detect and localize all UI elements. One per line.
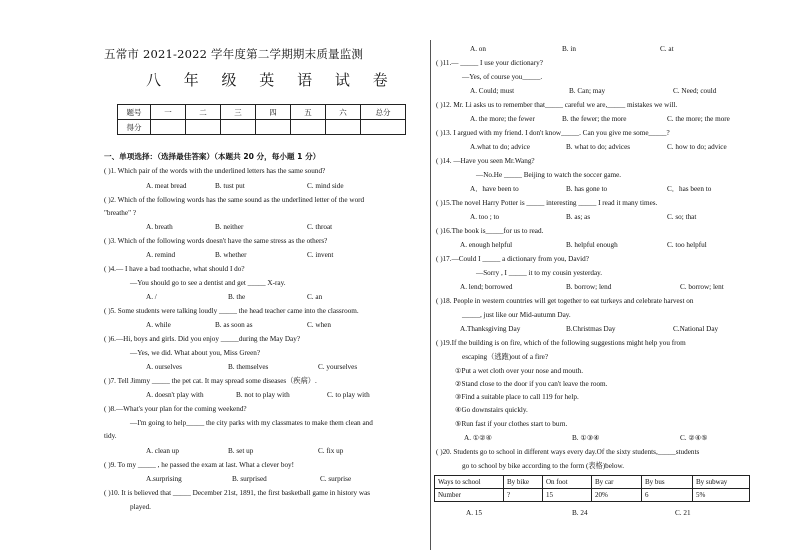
- question-2-cont: "breathe" ?: [104, 209, 137, 217]
- option-b[interactable]: B.Christmas Day: [566, 325, 616, 333]
- question-20-cont: go to school by bike according to the form (表格)below.: [462, 462, 625, 470]
- question-7: ( )7. Tell Jimmy _____ the pet cat. It may spread some diseases（疾病）.: [104, 377, 317, 385]
- option-c[interactable]: C. the more; the more: [667, 115, 730, 123]
- option-c[interactable]: C. ②④⑤: [680, 434, 708, 442]
- option-a[interactable]: A. on: [470, 45, 486, 53]
- option-a[interactable]: A. doesn't play with: [146, 391, 204, 399]
- question-18-cont: _____, just like our Mid-autumn Day.: [462, 311, 571, 319]
- survey-cell: 6: [642, 489, 693, 502]
- option-c[interactable]: C. invent: [307, 251, 334, 259]
- option-b[interactable]: B. the: [228, 293, 246, 301]
- score-header-cell: 题号: [118, 105, 151, 120]
- question-16: ( )16.The book is_____for us to read.: [436, 227, 544, 235]
- option-a[interactable]: A. /: [146, 293, 157, 301]
- score-input-cell[interactable]: [256, 120, 291, 135]
- option-a[interactable]: A. too ; to: [470, 213, 500, 221]
- question-5: ( )5. Some students were talking loudly _____ the head teacher came into the classroom.: [104, 307, 359, 315]
- score-header-cell: 三: [221, 105, 256, 120]
- survey-cell: 5%: [693, 489, 750, 502]
- option-a[interactable]: A. ①②④: [464, 434, 493, 442]
- option-c[interactable]: C. 21: [675, 509, 691, 517]
- option-a[interactable]: A. remind: [146, 251, 176, 259]
- option-b[interactable]: B. neither: [215, 223, 244, 231]
- survey-header-cell: By car: [592, 476, 642, 489]
- question-4-cont: —You should go to see a dentist and get _____ X-ray.: [130, 279, 286, 287]
- option-b[interactable]: B. the fewer; the more: [562, 115, 627, 123]
- question-14: ( )14. —Have you seen Mr.Wang?: [436, 157, 535, 165]
- survey-cell: 15: [543, 489, 592, 502]
- option-c[interactable]: C. an: [307, 293, 323, 301]
- option-c[interactable]: C. to play with: [327, 391, 370, 399]
- survey-table: [434, 475, 750, 502]
- option-b[interactable]: B. borrow; lend: [566, 283, 612, 291]
- option-b[interactable]: B. what to do; advices: [566, 143, 631, 151]
- option-a[interactable]: A. breath: [146, 223, 173, 231]
- option-c[interactable]: C.National Day: [673, 325, 719, 333]
- survey-header-cell: By bike: [504, 476, 543, 489]
- option-a[interactable]: A. meat bread: [146, 182, 187, 190]
- option-c[interactable]: C. so; that: [667, 213, 697, 221]
- survey-cell: ?: [504, 489, 543, 502]
- score-header-cell: 一: [151, 105, 186, 120]
- survey-cell: Number: [435, 489, 504, 502]
- question-6-cont: —Yes, we did. What about you, Miss Green?: [130, 349, 261, 357]
- paper-title: 八 年 级 英 语 试 卷: [146, 71, 397, 89]
- score-header-cell: 总分: [361, 105, 406, 120]
- question-15: ( )15.The novel Harry Potter is _____ interesting _____ I read it many times.: [436, 199, 658, 207]
- suggestion-item: ①Put a wet cloth over your nose and mouth.: [455, 367, 584, 375]
- question-8-cont2: tidy.: [104, 432, 117, 440]
- option-a[interactable]: A. Could; must: [470, 87, 515, 95]
- question-17: ( )17.—Could I _____ a dictionary from you, David?: [436, 255, 589, 263]
- school-title: 五常市 2021-2022 学年度第二学期期末质量监测: [104, 47, 364, 61]
- option-c[interactable]: C. too helpful: [667, 241, 707, 249]
- option-b[interactable]: B. themselves: [228, 363, 269, 371]
- section-title: 一、单项选择：（选择最佳答案）（本题共 20 分，每小题 1 分）: [104, 152, 321, 161]
- question-12: ( )12. Mr. Li asks us to remember that_____ careful we are,_____ mistakes we will.: [436, 101, 678, 109]
- option-c[interactable]: C．has been to: [667, 185, 712, 193]
- option-b[interactable]: B. Can; may: [569, 87, 606, 95]
- question-1: ( )1. Which pair of the words with the underlined letters has the same sound?: [104, 167, 326, 175]
- score-input-cell[interactable]: [291, 120, 326, 135]
- option-b[interactable]: B. helpful enough: [566, 241, 618, 249]
- score-header-cell: 二: [186, 105, 221, 120]
- option-a[interactable]: A. enough helpful: [460, 241, 513, 249]
- option-a[interactable]: A. the more; the fewer: [470, 115, 535, 123]
- score-table: [117, 104, 406, 135]
- survey-header-cell: By subway: [693, 476, 750, 489]
- option-c[interactable]: C. when: [307, 321, 331, 329]
- question-10-cont: played.: [130, 503, 151, 511]
- option-c[interactable]: C. Need; could: [673, 87, 717, 95]
- option-a[interactable]: A. lend; borrowed: [460, 283, 513, 291]
- option-b[interactable]: B. as; as: [566, 213, 591, 221]
- option-c[interactable]: C. surprise: [320, 475, 352, 483]
- option-b[interactable]: B. as soon as: [215, 321, 253, 329]
- suggestion-item: ②Stand close to the door if you can't leave the room.: [455, 380, 608, 388]
- question-13: ( )13. I argued with my friend. I don't know_____. Can you give me some_____?: [436, 129, 670, 137]
- question-17-cont: —Sorry , I _____ it to my cousin yesterday.: [476, 269, 603, 277]
- option-a[interactable]: A. ourselves: [146, 363, 182, 371]
- question-19: ( )19.If the building is on fire, which of the following suggestions might help you from: [436, 339, 686, 347]
- question-11: ( )11.— _____ I use your dictionary?: [436, 59, 543, 67]
- survey-header-row: [435, 476, 750, 489]
- option-b[interactable]: B. surprised: [232, 475, 267, 483]
- option-b[interactable]: B. ①③④: [572, 434, 600, 442]
- suggestion-item: ④Go downstairs quickly.: [455, 406, 528, 414]
- question-20: ( )20. Students go to school in different ways every day.Of the sixty students,_____students: [436, 448, 700, 456]
- score-header-cell: 六: [326, 105, 361, 120]
- option-a[interactable]: A．have been to: [470, 185, 519, 193]
- option-a[interactable]: A. 15: [466, 509, 482, 517]
- survey-header-cell: Ways to school: [435, 476, 504, 489]
- option-b[interactable]: B. not to play with: [236, 391, 290, 399]
- option-c[interactable]: C. borrow; lent: [680, 283, 724, 291]
- option-c[interactable]: C. yourselves: [318, 363, 358, 371]
- survey-data-row: [435, 489, 750, 502]
- question-6: ( )6.—Hi, boys and girls. Did you enjoy _____during the May Day?: [104, 335, 301, 343]
- score-input-cell[interactable]: [221, 120, 256, 135]
- question-8-cont: —I'm going to help_____ the city parks with my classmates to make them clean and: [130, 419, 373, 427]
- survey-header-cell: On foot: [543, 476, 592, 489]
- option-b[interactable]: B. has gone to: [566, 185, 608, 193]
- option-c[interactable]: C. throat: [307, 223, 333, 231]
- question-3: ( )3. Which of the following words doesn't have the same stress as the others?: [104, 237, 328, 245]
- option-b[interactable]: B. whether: [215, 251, 247, 259]
- suggestion-item: ③Find a suitable place to call 119 for help.: [455, 393, 579, 401]
- question-18: ( )18. People in western countries will get together to eat turkeys and celebrate harvest on: [436, 297, 694, 305]
- question-11-cont: —Yes, of course you_____.: [462, 73, 543, 81]
- option-b[interactable]: B. 24: [572, 509, 588, 517]
- option-c[interactable]: C. at: [660, 45, 674, 53]
- column-divider: [430, 40, 431, 550]
- score-header-cell: 四: [256, 105, 291, 120]
- survey-cell: 20%: [592, 489, 642, 502]
- option-a[interactable]: A.surprising: [146, 475, 182, 483]
- question-4: ( )4.— I have a bad toothache, what should I do?: [104, 265, 245, 273]
- option-a[interactable]: A. while: [146, 321, 171, 329]
- score-header-cell: 五: [291, 105, 326, 120]
- question-10: ( )10. It is believed that _____ December 21st, 1891, the first basketball game in history was: [104, 489, 371, 497]
- score-input-cell[interactable]: [326, 120, 361, 135]
- option-a[interactable]: A.what to do; advice: [470, 143, 530, 151]
- score-table-header-row: [118, 105, 406, 120]
- score-row-label: 得分: [118, 120, 151, 135]
- question-19-cont: escaping（逃跑)out of a fire?: [462, 353, 549, 361]
- score-input-cell[interactable]: [186, 120, 221, 135]
- score-table-row: [118, 120, 406, 135]
- question-9: ( )9. To my _____ , he passed the exam at last. What a clever boy!: [104, 461, 295, 469]
- survey-header-cell: By bus: [642, 476, 693, 489]
- option-a[interactable]: A. clean up: [146, 447, 179, 455]
- suggestion-item: ⑤Run fast if your clothes start to burn.: [455, 420, 568, 428]
- option-c[interactable]: C. how to do; advice: [667, 143, 727, 151]
- option-c[interactable]: C. mind side: [307, 182, 344, 190]
- question-8: ( )8.—What's your plan for the coming weekend?: [104, 405, 247, 413]
- question-14-cont: —No.He _____ Beijing to watch the soccer game.: [476, 171, 622, 179]
- option-c[interactable]: C. fix up: [318, 447, 344, 455]
- option-b[interactable]: B. tust put: [215, 182, 245, 190]
- option-b[interactable]: B. set up: [228, 447, 254, 455]
- option-a[interactable]: A.Thanksgiving Day: [460, 325, 521, 333]
- option-b[interactable]: B. in: [562, 45, 576, 53]
- score-input-cell[interactable]: [151, 120, 186, 135]
- question-2: ( )2. Which of the following words has the same sound as the underlined letter of the word: [104, 196, 365, 204]
- score-input-cell[interactable]: [361, 120, 406, 135]
